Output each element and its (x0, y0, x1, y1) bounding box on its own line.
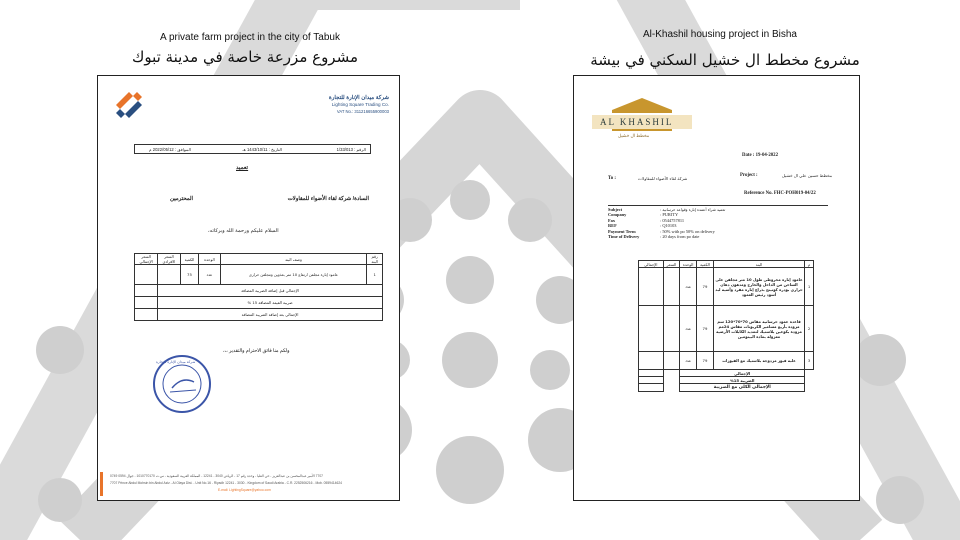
logo-subtext: مخطط ال خشيل (618, 133, 650, 138)
doc-title: تعميد (236, 165, 249, 171)
meta-date-hijri: التاريخ : 1443/10/11 هـ (242, 146, 282, 152)
field-label: Payment Term (608, 228, 636, 234)
cell-qty: 79 (697, 306, 714, 352)
cell-unit: عدد (680, 306, 697, 352)
th-desc: وصف البند (220, 254, 367, 265)
table-row (135, 309, 383, 321)
cell-num: 2 (805, 306, 814, 352)
th-total: السعر الإجمالي (135, 254, 158, 265)
left-items-table (134, 253, 383, 321)
greeting: السلام عليكم ورحمة الله وبركاته، (208, 228, 279, 234)
table-row (135, 297, 383, 309)
table-row (639, 352, 814, 370)
sum-tax: الضريبة 15% (680, 377, 805, 384)
sum-total: الإجمالي (680, 370, 805, 377)
cell-num: 1 (367, 265, 383, 285)
sum-before-tax: الإجمالي قبل إضافة الضريبة المضافة (158, 285, 383, 297)
footer-address-en: 7707 Prince Abdul Mohsin bin Abdul Aziz - Al Olaya Dist. - Unit No.16 - Riyadh 12241 - 3030 - Kingdom of Saudi Arabia - C.R. 2252506216 - Mob. 0559414624 (110, 481, 343, 485)
th-num: م (805, 261, 814, 268)
sum-after-tax: الإجمالي بعد إضافة الضريبة المضافة (158, 309, 383, 321)
meta-ref: الرقم : 1/33/013 (336, 146, 366, 152)
meta-date-greg: الموافق : 2022/05/12 م (149, 146, 191, 152)
table-row (135, 285, 383, 297)
honorific: المحترمين (170, 196, 193, 202)
table-row (135, 265, 383, 285)
stamp-text: شركة ميدان الإنارة للتجارة (156, 360, 196, 364)
cell-desc: علبة فيوز مزدوجة بلاستيك مع الفيوزات (713, 352, 804, 370)
footer-address-ar: 7707 الأمير عبدالمحسن بن عبدالعزيز - حي العليا - وحدة رقم 17 - الرياض 3040 - 12241 - المملكة العربية السعودية - س.ت 1010770170 - جوال 0594 0749 (110, 474, 323, 478)
cell-num: 3 (805, 352, 814, 370)
field-value: : 20 days from po date (660, 234, 700, 240)
field-label: REF (608, 223, 617, 229)
closing-line: ولكم منا فائق الاحترام والتقدير ،،، (223, 349, 290, 354)
cell-total (135, 265, 158, 285)
left-caption-ar: مشروع مزرعة خاصة في مدينة تبوك (131, 48, 359, 66)
th-num: رقم البند (367, 254, 383, 265)
field-value: : (660, 207, 662, 212)
right-items-table (638, 260, 814, 392)
left-document (97, 75, 400, 501)
meta-row (134, 144, 371, 154)
cell-qty: 79 (697, 268, 714, 306)
table-row (639, 377, 814, 384)
footer-accent-bar (100, 472, 103, 496)
field-label: Fax (608, 217, 616, 223)
project-value: مخطط حسين علي ال خشيل (782, 173, 833, 178)
doc-date: Date : 19-04-2022 (742, 153, 778, 158)
table-row (639, 370, 814, 377)
th-unit: الوحدة (199, 254, 220, 265)
th-price: السعر (663, 261, 680, 268)
th-qty: الكمية (697, 261, 714, 268)
field-label: Company (608, 212, 627, 218)
cell-qty: 75 (180, 265, 199, 285)
addressee: السادة/ شركة لقاء الأضواء للمقاولات (287, 196, 369, 202)
field-row (608, 234, 828, 239)
cell-qty: 79 (697, 352, 714, 370)
project-label: Project : (740, 173, 758, 178)
to-label: To : (608, 176, 616, 181)
right-document (573, 75, 860, 501)
th-total: الإجمالي (639, 261, 664, 268)
cell-num: 1 (805, 268, 814, 306)
field-label: Time of Delivery (608, 234, 640, 240)
subject-fields (608, 207, 828, 239)
th-unit: الوحدة (680, 261, 697, 268)
company-name-en: Lighting Square Trading Co. (331, 102, 389, 107)
subject-value: تعميد شراء أعمدة إنارة وقواعد خرسانية (662, 207, 726, 212)
field-value: : Q10103 (660, 223, 677, 229)
sum-grand: الإجمالي الكلي مع الضريبة (680, 384, 805, 392)
cell-price (158, 265, 181, 285)
cell-desc: عامود إنارة مخروطي طول 10 متر مجلفن على الساخن من الداخل والخارج ومدهون دهان حراري بودرة كوتينج بذراع إنارة مفرد وأسية لبد أسود رئيس العمود (713, 268, 804, 306)
table-row (639, 306, 814, 352)
divider (608, 205, 828, 206)
logo-text: AL KHASHIL (600, 117, 674, 127)
right-caption-en: Al-Khashil housing project in Bisha (643, 29, 797, 40)
th-qty: الكمية (180, 254, 199, 265)
to-value: شركة لقاء الأضواء للمقاولات (638, 176, 688, 181)
left-caption-en: A private farm project in the city of Tabuk (160, 32, 340, 43)
company-logo-icon (112, 88, 146, 122)
field-label: Subject (608, 207, 623, 212)
right-caption-ar: مشروع مخطط ال خشيل السكني في بيشة (590, 51, 860, 69)
reference-no: Reference No. FHC-POH019-04/22 (744, 191, 816, 196)
cell-unit: عدد (199, 265, 220, 285)
cell-unit: عدد (680, 268, 697, 306)
field-value: : 0544757811 (660, 217, 685, 223)
cell-desc: قاعدة عمود خرسانية مقاس 70*70*120 سم مزودة بأربع مسامير الكربونات مقاس 24مم مزودة بكوعين بلاستيك لتمديد الكابلات الأرضية معزولة بمادة البيتومين (713, 306, 804, 352)
cell-unit: عدد (680, 352, 697, 370)
sum-vat: ضريبة القيمة المضافة 15 % (158, 297, 383, 309)
company-name-ar: شركة ميدان الإنارة للتجارة (328, 95, 389, 101)
cell-desc: عامود إنارة مجلفن ارتفاع 10 متر بعذوين ومجلفن حراري (220, 265, 367, 285)
table-row (639, 268, 814, 306)
th-unit-price: السعر الافرادي (158, 254, 181, 265)
th-item: البند (713, 261, 804, 268)
field-value: : PURITY (660, 212, 679, 218)
field-value: : 50% with po 50% on delivery (660, 228, 715, 234)
table-row (639, 384, 814, 392)
footer-email: E-mail: LightingSquare@yahoo.com (218, 488, 271, 492)
vat-number: VAT No.: 311216655900003 (336, 109, 389, 114)
